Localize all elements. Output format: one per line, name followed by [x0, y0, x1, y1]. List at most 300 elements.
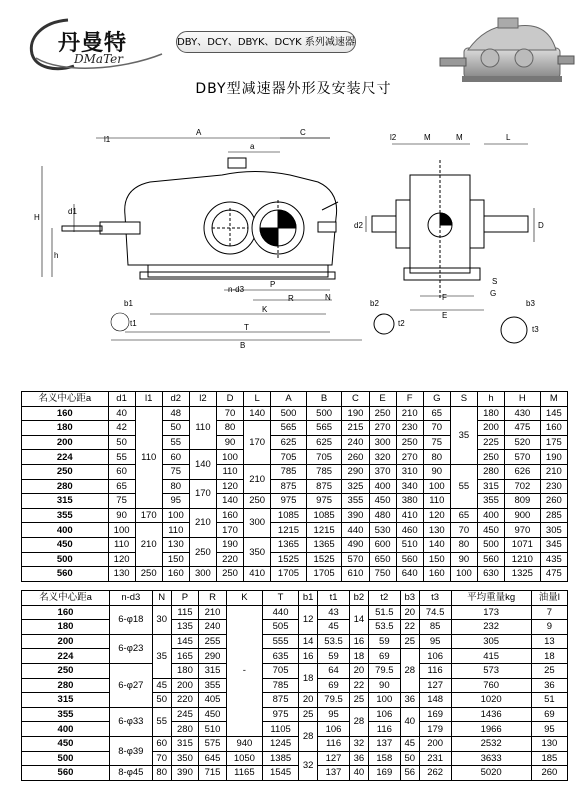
table-cell: 90 [368, 678, 400, 693]
column-header: S [450, 392, 477, 407]
table-cell: 705 [306, 450, 342, 465]
table-cell: 22 [400, 620, 419, 635]
table-row [22, 707, 568, 722]
table-cell: 130 [423, 523, 450, 538]
table-cell: 28 [299, 722, 318, 751]
table-cell: 1436 [451, 707, 531, 722]
dimension-drawing [0, 100, 587, 375]
table-cell: 285 [540, 508, 567, 523]
column-header: 油量l [531, 591, 567, 606]
table-cell: 490 [342, 537, 369, 552]
table-cell: 575 [199, 736, 227, 751]
table-cell: 45 [152, 678, 171, 693]
table-cell: 1966 [451, 722, 531, 737]
table-cell: 20 [299, 693, 318, 708]
column-header: 平均重量kg [451, 591, 531, 606]
table-cell: 18 [349, 649, 368, 664]
table-cell: 100 [108, 523, 135, 538]
column-header: K [226, 591, 262, 606]
table-cell: 14 [299, 634, 318, 649]
table-cell: 110 [423, 494, 450, 509]
table-cell: 635 [262, 649, 298, 664]
table-cell: 32 [299, 751, 318, 780]
table-cell: 250 [22, 663, 110, 678]
column-header: L [244, 392, 271, 407]
table-cell: 305 [540, 523, 567, 538]
table-cell: 120 [216, 479, 243, 494]
table-cell: 260 [342, 450, 369, 465]
table-cell: 500 [22, 751, 110, 766]
table-cell: 715 [199, 766, 227, 781]
table-row [22, 663, 568, 678]
table-cell: 480 [369, 508, 396, 523]
table-row [22, 736, 568, 751]
table-cell: 179 [419, 722, 451, 737]
table-cell: 1365 [271, 537, 307, 552]
dim-K: K [262, 305, 268, 314]
table-cell: 650 [369, 552, 396, 567]
table-cell: 280 [22, 479, 109, 494]
table-row [22, 678, 568, 693]
table-cell: 36 [349, 751, 368, 766]
table-cell: 110 [108, 537, 135, 552]
dim-M-right: M [456, 133, 463, 142]
table-cell: 210 [540, 464, 567, 479]
table-cell: 70 [423, 421, 450, 436]
table-cell: 785 [306, 464, 342, 479]
table-cell: 210 [189, 508, 216, 537]
table-cell: 165 [171, 649, 199, 664]
table-cell: 95 [419, 634, 451, 649]
table-cell: 240 [342, 435, 369, 450]
table-cell: 90 [423, 464, 450, 479]
table-cell: 137 [318, 766, 350, 781]
column-header: M [540, 392, 567, 407]
dim-h: h [54, 251, 59, 260]
table-cell: 450 [22, 736, 110, 751]
column-header: b2 [349, 591, 368, 606]
table-cell: 169 [419, 707, 451, 722]
table-cell: 8-φ45 [109, 766, 152, 781]
table-cell: 505 [262, 620, 298, 635]
table-cell: 22 [349, 678, 368, 693]
table-cell: 51 [531, 693, 567, 708]
table-cell: 300 [189, 567, 216, 582]
table-cell: 250 [216, 567, 243, 582]
column-header: 名义中心距a [22, 591, 110, 606]
table-cell: 400 [22, 722, 110, 737]
table-cell: 180 [477, 406, 504, 421]
table-cell: 190 [216, 537, 243, 552]
table-cell: 90 [108, 508, 135, 523]
dim-E: E [442, 311, 448, 320]
table-cell: 65 [423, 406, 450, 421]
table-cell: 60 [152, 736, 171, 751]
table-cell: 450 [477, 523, 504, 538]
table-cell: 42 [108, 421, 135, 436]
table-row [22, 537, 568, 552]
table-cell: 70 [450, 523, 477, 538]
table-cell: 170 [135, 508, 162, 523]
dim-N: N [325, 293, 331, 302]
table-cell: 7 [531, 605, 567, 620]
table-cell: 560 [396, 552, 423, 567]
table-cell: 80 [216, 421, 243, 436]
table-row [22, 649, 568, 664]
table-cell: 315 [171, 736, 199, 751]
table-cell: 355 [22, 508, 109, 523]
table-cell: 500 [306, 406, 342, 421]
table-cell: 760 [451, 678, 531, 693]
table-cell: 530 [369, 523, 396, 538]
table-cell: 560 [22, 567, 109, 582]
table-cell: 9 [531, 620, 567, 635]
table-cell: 250 [22, 464, 109, 479]
table-cell: 55 [152, 707, 171, 736]
table-cell: 55 [108, 450, 135, 465]
table-cell: 145 [540, 406, 567, 421]
table-cell: 390 [171, 766, 199, 781]
table-cell: 250 [477, 450, 504, 465]
table-cell: 1365 [306, 537, 342, 552]
table-cell: 625 [306, 435, 342, 450]
table-cell: 185 [531, 751, 567, 766]
table-cell: 130 [531, 736, 567, 751]
table-cell: 127 [318, 751, 350, 766]
table-cell: 220 [216, 552, 243, 567]
table-cell: 430 [505, 406, 541, 421]
series-banner: DBY、DCY、DBYK、DCYK 系列减速器 [176, 31, 356, 53]
table-cell: 450 [369, 494, 396, 509]
table-cell: 231 [419, 751, 451, 766]
table-cell: 110 [216, 464, 243, 479]
table-cell: 95 [318, 707, 350, 722]
table-cell: 2532 [451, 736, 531, 751]
table-cell: 75 [162, 464, 189, 479]
table-row [22, 523, 568, 538]
table-cell: 16 [299, 649, 318, 664]
table-cell: 74.5 [419, 605, 451, 620]
table-cell: 100 [423, 479, 450, 494]
table-cell: 53.5 [368, 620, 400, 635]
table-cell: - [226, 605, 262, 736]
table-cell: 59 [368, 634, 400, 649]
table-cell: 315 [22, 693, 110, 708]
table-cell: 573 [451, 663, 531, 678]
table-cell: 875 [306, 479, 342, 494]
table-cell: 405 [199, 693, 227, 708]
table-cell: 400 [22, 523, 109, 538]
table-cell: 560 [22, 766, 110, 781]
table-cell: 55 [450, 464, 477, 508]
table-cell: 137 [368, 736, 400, 751]
table-cell: 100 [162, 508, 189, 523]
table-cell: 262 [419, 766, 451, 781]
table-cell: 18 [299, 663, 318, 692]
dim-t3: t3 [532, 325, 539, 334]
table-cell: 150 [423, 552, 450, 567]
table-cell: 250 [189, 537, 216, 566]
table-cell: 100 [368, 693, 400, 708]
table-cell: 106 [368, 707, 400, 722]
dim-l1: l1 [104, 135, 111, 144]
table-cell: 180 [171, 663, 199, 678]
table-cell: 200 [171, 678, 199, 693]
table-cell: 250 [396, 435, 423, 450]
table-cell: 160 [423, 567, 450, 582]
column-header: A [271, 392, 307, 407]
table-cell: 1525 [271, 552, 307, 567]
logo-text-cn: 丹曼特 [58, 31, 128, 56]
table-cell: 130 [162, 537, 189, 552]
table-cell: 280 [22, 678, 110, 693]
table-cell: 1245 [262, 736, 298, 751]
table-cell: 51.5 [368, 605, 400, 620]
dim-b1: b1 [124, 299, 133, 308]
table-cell: 116 [318, 736, 350, 751]
table-cell: 232 [451, 620, 531, 635]
dim-n-d3: n-d3 [228, 285, 245, 294]
table-cell: 80 [152, 766, 171, 781]
column-header: t3 [419, 591, 451, 606]
table-cell: 70 [152, 751, 171, 766]
table-cell: 69 [368, 649, 400, 664]
table-cell: 16 [349, 634, 368, 649]
dim-d1: d1 [68, 207, 77, 216]
table-cell: 180 [22, 620, 110, 635]
table-cell: 224 [22, 649, 110, 664]
table-cell: 320 [369, 450, 396, 465]
table-cell: 158 [368, 751, 400, 766]
dim-A: A [196, 128, 202, 137]
table-row [22, 567, 568, 582]
dim-d2: d2 [354, 221, 363, 230]
table-cell: 785 [271, 464, 307, 479]
table-cell: 355 [22, 707, 110, 722]
table-cell: 975 [262, 707, 298, 722]
table-row [22, 508, 568, 523]
table-cell: 270 [369, 421, 396, 436]
table-cell: 975 [271, 494, 307, 509]
table-cell: 56 [400, 766, 419, 781]
table-cell: 64 [318, 663, 350, 678]
table-cell: 140 [423, 537, 450, 552]
column-header: T [262, 591, 298, 606]
table-cell: 32 [349, 736, 368, 751]
column-header: h [477, 392, 504, 407]
table-cell: 380 [396, 494, 423, 509]
column-header: t2 [368, 591, 400, 606]
table-cell: 175 [540, 435, 567, 450]
table-cell: 315 [199, 663, 227, 678]
table-cell: 59 [318, 649, 350, 664]
column-header: E [369, 392, 396, 407]
table-cell: 645 [199, 751, 227, 766]
table-row [22, 435, 568, 450]
table-cell: 610 [342, 567, 369, 582]
table-cell: 80 [162, 479, 189, 494]
table-cell: 300 [244, 508, 271, 537]
mounting-weight-table [21, 590, 568, 781]
table-cell: 110 [162, 523, 189, 538]
front-view [62, 158, 338, 279]
table-cell: 6-φ33 [109, 707, 152, 736]
table-cell: 230 [396, 421, 423, 436]
table-cell: 415 [451, 649, 531, 664]
table-row [22, 552, 568, 567]
table-cell: 600 [369, 537, 396, 552]
table-cell: 116 [368, 722, 400, 737]
table-cell: 40 [108, 406, 135, 421]
table-cell: 475 [540, 567, 567, 582]
dim-L: L [506, 133, 511, 142]
table-cell: 560 [477, 552, 504, 567]
table-cell: 230 [540, 479, 567, 494]
table-row [22, 464, 568, 479]
table-cell: 95 [531, 722, 567, 737]
table-cell: 120 [108, 552, 135, 567]
table-cell: 50 [162, 421, 189, 436]
table-cell: 1325 [505, 567, 541, 582]
table-cell: 106 [318, 722, 350, 737]
table-cell: 85 [419, 620, 451, 635]
table-cell: 25 [349, 693, 368, 708]
table-cell: 53.5 [318, 634, 350, 649]
table-cell: 390 [342, 508, 369, 523]
table-cell: 190 [342, 406, 369, 421]
table-cell: 350 [171, 751, 199, 766]
table-cell: 100 [216, 450, 243, 465]
column-header: F [396, 392, 423, 407]
table-cell: 25 [299, 707, 318, 722]
table-cell: 48 [162, 406, 189, 421]
table-cell: 65 [108, 479, 135, 494]
dim-S: S [492, 277, 498, 286]
dim-t1: t1 [130, 319, 137, 328]
table-cell: 150 [162, 552, 189, 567]
table-cell: 410 [244, 567, 271, 582]
table-row [22, 605, 568, 620]
table-cell: 475 [505, 421, 541, 436]
table-cell: 1705 [271, 567, 307, 582]
table-cell: 460 [396, 523, 423, 538]
table-cell: 75 [108, 494, 135, 509]
table-cell: 750 [369, 567, 396, 582]
table-cell: 940 [226, 736, 262, 751]
column-header: l1 [135, 392, 162, 407]
table-cell: 1085 [271, 508, 307, 523]
column-header: R [199, 591, 227, 606]
dim-b2: b2 [370, 299, 379, 308]
table-cell: 160 [162, 567, 189, 582]
table-cell: 65 [450, 508, 477, 523]
table-row [22, 751, 568, 766]
table-cell: 30 [152, 605, 171, 634]
table-cell: 69 [318, 678, 350, 693]
table-cell: 190 [540, 450, 567, 465]
table-cell: 3633 [451, 751, 531, 766]
column-header: B [306, 392, 342, 407]
table-cell: 1385 [262, 751, 298, 766]
table-cell: 210 [244, 464, 271, 493]
table-cell: 440 [342, 523, 369, 538]
table-cell: 6-φ23 [109, 634, 152, 663]
table-cell: 13 [531, 634, 567, 649]
table-cell: 510 [199, 722, 227, 737]
table-cell: 250 [369, 406, 396, 421]
table-cell: 200 [477, 421, 504, 436]
table-cell: 120 [423, 508, 450, 523]
table-cell: 315 [22, 494, 109, 509]
dim-M-left: M [424, 133, 431, 142]
table-cell: 28 [349, 707, 368, 736]
dim-C: C [300, 128, 306, 137]
table-cell: 355 [199, 678, 227, 693]
table-cell: 355 [342, 494, 369, 509]
table-cell: 145 [171, 634, 199, 649]
table-cell: 626 [505, 464, 541, 479]
table-cell: 270 [396, 450, 423, 465]
table-cell: 570 [342, 552, 369, 567]
table-cell: 36 [531, 678, 567, 693]
table-cell: 1085 [306, 508, 342, 523]
table-cell: 310 [396, 464, 423, 479]
column-header: C [342, 392, 369, 407]
table-cell: 510 [396, 537, 423, 552]
logo-text-en: DMaTer [74, 52, 123, 66]
table-cell: 18 [531, 649, 567, 664]
table-cell: 280 [477, 464, 504, 479]
table-cell: 702 [505, 479, 541, 494]
table-cell: 160 [22, 605, 110, 620]
table-cell: 875 [262, 693, 298, 708]
table-row [22, 620, 568, 635]
table-cell: 630 [477, 567, 504, 582]
table-cell: 500 [22, 552, 109, 567]
table-cell: 70 [216, 406, 243, 421]
dim-B: B [240, 341, 246, 350]
table-cell: 1545 [262, 766, 298, 781]
table-cell: 35 [152, 634, 171, 678]
table-row [22, 722, 568, 737]
column-header: d1 [108, 392, 135, 407]
table-cell: 1020 [451, 693, 531, 708]
table-cell: 975 [306, 494, 342, 509]
table-cell: 170 [189, 479, 216, 508]
column-header: H [505, 392, 541, 407]
table-cell: 25 [400, 634, 419, 649]
table-cell: 1165 [226, 766, 262, 781]
table-cell: 60 [108, 464, 135, 479]
table-cell: 130 [108, 567, 135, 582]
table-header-row [22, 392, 568, 407]
table-cell: 20 [349, 663, 368, 678]
table-cell: 500 [477, 537, 504, 552]
table-cell: 345 [540, 537, 567, 552]
dimension-table [21, 391, 568, 582]
table-cell: 127 [419, 678, 451, 693]
table-cell: 79.5 [318, 693, 350, 708]
table-cell: 140 [244, 406, 271, 421]
table-cell: 50 [152, 693, 171, 708]
table-cell: 260 [531, 766, 567, 781]
table-cell: 160 [22, 406, 109, 421]
table-cell: 280 [171, 722, 199, 737]
table-cell: 90 [450, 552, 477, 567]
table-cell: 705 [271, 450, 307, 465]
table-cell: 25 [531, 663, 567, 678]
table-cell: 875 [271, 479, 307, 494]
